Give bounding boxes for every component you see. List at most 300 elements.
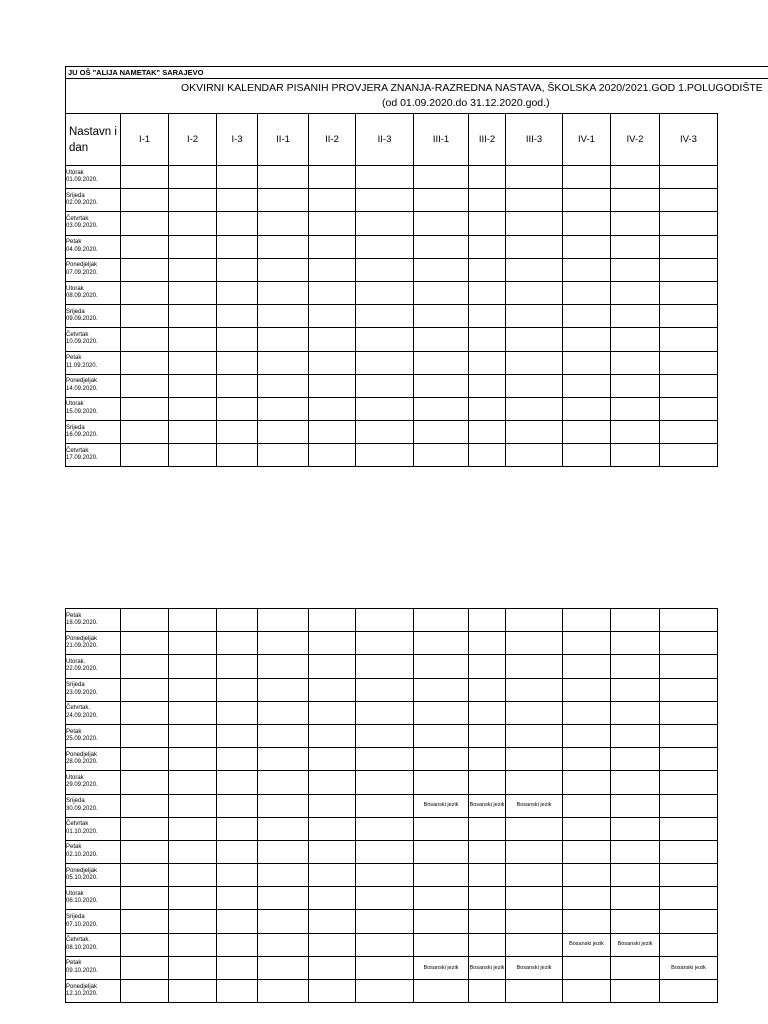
date-label: 08.10.2020.: [66, 944, 98, 951]
schedule-cell: [356, 166, 414, 189]
schedule-cell: [469, 933, 506, 956]
schedule-cell: Bosanski jezik: [563, 933, 611, 956]
schedule-cell: [356, 956, 414, 979]
schedule-cell: [121, 374, 169, 397]
schedule-cell: [469, 771, 506, 794]
schedule-cell: [506, 632, 563, 655]
schedule-cell: [469, 421, 506, 444]
date-label: 07.09.2020.: [66, 269, 98, 276]
schedule-cell: [309, 328, 356, 351]
weekday-label: Utorak: [66, 169, 84, 176]
schedule-cell: Bosanski jezik: [469, 794, 506, 817]
table-row: [66, 189, 718, 212]
schedule-cell: [258, 701, 309, 724]
schedule-cell: [563, 166, 611, 189]
schedule-cell: [660, 235, 718, 258]
schedule-cell: [169, 910, 217, 933]
schedule-cell: [356, 794, 414, 817]
schedule-cell: [258, 817, 309, 840]
class-column-header: II-3: [356, 114, 414, 166]
schedule-cell: [611, 632, 660, 655]
date-label: 22.09.2020.: [66, 666, 98, 673]
schedule-cell: [506, 444, 563, 467]
schedule-cell: [258, 655, 309, 678]
schedule-cell: [611, 328, 660, 351]
header-divider: [66, 78, 768, 79]
weekday-label: Četvrtak: [66, 331, 89, 338]
schedule-cell: [611, 281, 660, 304]
schedule-cell: [506, 887, 563, 910]
schedule-cell: [169, 933, 217, 956]
schedule-cell: [169, 655, 217, 678]
schedule-cell: [121, 655, 169, 678]
schedule-cell: [356, 933, 414, 956]
schedule-cell: [611, 678, 660, 701]
schedule-cell: [563, 701, 611, 724]
day-cell: [66, 212, 121, 235]
schedule-cell: [611, 351, 660, 374]
table-row: [66, 235, 718, 258]
schedule-cell: [258, 748, 309, 771]
calendar-title: OKVIRNI KALENDAR PISANIH PROVJERA ZNANJA-RAZREDNA NASTAVA, ŠKOLSKA 2020/2021.GOD 1.POLUGODIŠTE: [181, 82, 763, 94]
document-header: [65, 66, 768, 113]
schedule-cell: [217, 933, 258, 956]
date-label: 01.09.2020.: [66, 177, 98, 184]
schedule-cell: [414, 980, 469, 1003]
schedule-cell: [469, 351, 506, 374]
schedule-cell: [309, 771, 356, 794]
schedule-cell: [611, 421, 660, 444]
day-cell: [66, 374, 121, 397]
schedule-cell: [660, 609, 718, 632]
table-row: [66, 678, 718, 701]
schedule-cell: [506, 235, 563, 258]
date-label: 09.10.2020.: [66, 967, 98, 974]
schedule-cell: [309, 166, 356, 189]
schedule-cell: [469, 655, 506, 678]
schedule-cell: [217, 444, 258, 467]
date-label: 07.10.2020.: [66, 921, 98, 928]
schedule-cell: [414, 351, 469, 374]
date-label: 15.09.2020.: [66, 408, 98, 415]
schedule-cell: [356, 328, 414, 351]
schedule-cell: [611, 374, 660, 397]
schedule-cell: [309, 701, 356, 724]
schedule-cell: [611, 864, 660, 887]
date-label: 12.10.2020.: [66, 991, 98, 998]
table-row: [66, 956, 718, 979]
class-column-header: IV-2: [611, 114, 660, 166]
date-label: 06.10.2020.: [66, 898, 98, 905]
schedule-cell: [563, 956, 611, 979]
table-row: [66, 701, 718, 724]
schedule-cell: [506, 864, 563, 887]
schedule-cell: [660, 258, 718, 281]
schedule-cell: [660, 864, 718, 887]
weekday-label: Četvrtak: [66, 215, 89, 222]
weekday-label: Utorak.: [66, 658, 86, 665]
day-cell: [66, 724, 121, 747]
schedule-cell: [258, 771, 309, 794]
schedule-cell: [563, 817, 611, 840]
day-cell: [66, 748, 121, 771]
day-cell: [66, 840, 121, 863]
schedule-cell: [469, 632, 506, 655]
schedule-cell: [414, 374, 469, 397]
day-column-header: Nastavn i dan: [66, 114, 121, 166]
day-cell: [66, 189, 121, 212]
date-label: 17.09.2020.: [66, 455, 98, 462]
weekday-label: Srijeda: [66, 798, 85, 805]
schedule-cell: [169, 166, 217, 189]
table-row: [66, 910, 718, 933]
class-column-header: III-3: [506, 114, 563, 166]
schedule-cell: [611, 887, 660, 910]
schedule-cell: Bosanski jezik: [414, 956, 469, 979]
class-column-header: IV-3: [660, 114, 718, 166]
schedule-cell: [309, 655, 356, 678]
table-row: [66, 724, 718, 747]
schedule-cell: [121, 817, 169, 840]
schedule-cell: [169, 281, 217, 304]
schedule-cell: [217, 328, 258, 351]
schedule-cell: [169, 794, 217, 817]
schedule-cell: [356, 235, 414, 258]
weekday-label: Četvrtak: [66, 447, 89, 454]
class-column-header: III-2: [469, 114, 506, 166]
table-row: [66, 166, 718, 189]
schedule-cell: [611, 397, 660, 420]
schedule-cell: [563, 980, 611, 1003]
schedule-cell: [563, 655, 611, 678]
schedule-cell: [258, 374, 309, 397]
schedule-cell: [414, 281, 469, 304]
schedule-cell: [563, 887, 611, 910]
schedule-cell: [121, 724, 169, 747]
schedule-cell: [414, 910, 469, 933]
schedule-cell: [414, 864, 469, 887]
schedule-cell: [356, 609, 414, 632]
schedule-cell: [356, 817, 414, 840]
class-column-header: II-2: [309, 114, 356, 166]
schedule-cell: [217, 305, 258, 328]
schedule-cell: [309, 840, 356, 863]
table-body: [66, 609, 718, 1003]
schedule-cell: [563, 678, 611, 701]
schedule-cell: [121, 632, 169, 655]
class-column-header: II-1: [258, 114, 309, 166]
day-cell: [66, 817, 121, 840]
schedule-cell: [309, 305, 356, 328]
schedule-cell: [121, 794, 169, 817]
schedule-cell: [169, 212, 217, 235]
schedule-cell: [258, 189, 309, 212]
schedule-cell: [258, 397, 309, 420]
weekday-label: Ponedjeljak: [66, 262, 98, 269]
schedule-cell: [611, 701, 660, 724]
schedule-cell: [309, 980, 356, 1003]
weekday-label: Četvrtak.: [66, 937, 91, 944]
schedule-cell: [660, 212, 718, 235]
schedule-cell: [217, 771, 258, 794]
schedule-cell: [356, 421, 414, 444]
schedule-cell: [660, 374, 718, 397]
schedule-cell: [469, 840, 506, 863]
schedule-cell: [611, 771, 660, 794]
schedule-cell: [506, 724, 563, 747]
schedule-cell: [611, 655, 660, 678]
schedule-cell: [121, 328, 169, 351]
weekday-label: Srijeda: [66, 424, 85, 431]
weekday-label: Srijeda: [66, 914, 85, 921]
schedule-cell: [469, 910, 506, 933]
schedule-cell: [660, 933, 718, 956]
schedule-cell: [258, 305, 309, 328]
schedule-cell: [356, 980, 414, 1003]
date-label: 09.09.2020.: [66, 316, 98, 323]
school-name: JU OŠ "ALIJA NAMETAK" SARAJEVO: [68, 68, 204, 77]
schedule-cell: [169, 678, 217, 701]
schedule-cell: [217, 235, 258, 258]
class-column-header: I-1: [121, 114, 169, 166]
schedule-cell: [217, 655, 258, 678]
schedule-cell: [660, 281, 718, 304]
schedule-cell: [217, 817, 258, 840]
schedule-cell: [563, 771, 611, 794]
schedule-cell: [356, 444, 414, 467]
schedule-cell: [414, 328, 469, 351]
schedule-cell: [217, 609, 258, 632]
weekday-label: Ponedjeljak: [66, 983, 98, 990]
table-row: [66, 351, 718, 374]
schedule-cell: [660, 166, 718, 189]
schedule-cell: [217, 374, 258, 397]
weekday-label: Utorak: [66, 774, 84, 781]
schedule-cell: [309, 281, 356, 304]
schedule-cell: [356, 887, 414, 910]
schedule-cell: [563, 444, 611, 467]
schedule-cell: [414, 212, 469, 235]
day-cell: [66, 397, 121, 420]
schedule-cell: [169, 351, 217, 374]
date-label: 28.09.2020.: [66, 759, 98, 766]
schedule-cell: [563, 421, 611, 444]
day-cell: [66, 910, 121, 933]
schedule-cell: [660, 887, 718, 910]
schedule-cell: [506, 655, 563, 678]
schedule-cell: [660, 724, 718, 747]
date-label: 14.09.2020.: [66, 385, 98, 392]
schedule-cell: [356, 678, 414, 701]
schedule-cell: [309, 887, 356, 910]
day-cell: [66, 609, 121, 632]
weekday-label: Ponedjeljak: [66, 751, 98, 758]
schedule-cell: [469, 444, 506, 467]
schedule-cell: [356, 771, 414, 794]
date-label: 30.09.2020.: [66, 805, 98, 812]
day-cell: [66, 235, 121, 258]
schedule-cell: [414, 655, 469, 678]
date-label: 11.09.2020.: [66, 362, 98, 369]
schedule-cell: [356, 910, 414, 933]
schedule-cell: [563, 609, 611, 632]
schedule-cell: [563, 864, 611, 887]
schedule-cell: [414, 701, 469, 724]
schedule-cell: [169, 817, 217, 840]
day-cell: [66, 794, 121, 817]
schedule-cell: [414, 678, 469, 701]
weekday-label: Srijeda: [66, 682, 85, 689]
schedule-cell: [121, 258, 169, 281]
schedule-cell: [121, 678, 169, 701]
schedule-cell: [506, 678, 563, 701]
schedule-cell: [506, 980, 563, 1003]
schedule-cell: [309, 397, 356, 420]
schedule-cell: [469, 817, 506, 840]
schedule-cell: [506, 189, 563, 212]
schedule-cell: [258, 212, 309, 235]
schedule-cell: Bosanski jezik: [611, 933, 660, 956]
schedule-cell: [660, 305, 718, 328]
day-cell: [66, 771, 121, 794]
schedule-cell: [258, 980, 309, 1003]
schedule-cell: [660, 397, 718, 420]
table-row: [66, 748, 718, 771]
date-label: 29.09.2020.: [66, 782, 98, 789]
day-cell: [66, 980, 121, 1003]
schedule-cell: [309, 794, 356, 817]
schedule-cell: [506, 166, 563, 189]
schedule-cell: [217, 701, 258, 724]
weekday-label: Petak: [66, 960, 82, 967]
schedule-cell: [469, 980, 506, 1003]
schedule-cell: [506, 421, 563, 444]
schedule-cell: [217, 632, 258, 655]
table-row: [66, 212, 718, 235]
schedule-cell: [469, 748, 506, 771]
schedule-cell: [563, 189, 611, 212]
schedule-cell: [563, 235, 611, 258]
schedule-cell: [169, 397, 217, 420]
table-row: [66, 397, 718, 420]
schedule-cell: [309, 235, 356, 258]
table-row: [66, 281, 718, 304]
schedule-cell: [309, 212, 356, 235]
date-label: 05.10.2020.: [66, 875, 98, 882]
schedule-cell: [469, 328, 506, 351]
table-row: [66, 305, 718, 328]
schedule-cell: [611, 956, 660, 979]
schedule-cell: [414, 189, 469, 212]
schedule-cell: [169, 421, 217, 444]
schedule-cell: [469, 397, 506, 420]
weekday-label: Petak: [66, 355, 82, 362]
weekday-label: Petak: [66, 728, 82, 735]
table-row: [66, 655, 718, 678]
schedule-cell: [258, 235, 309, 258]
schedule-cell: [121, 166, 169, 189]
schedule-cell: [611, 189, 660, 212]
schedule-cell: [469, 374, 506, 397]
schedule-cell: [169, 258, 217, 281]
schedule-cell: [660, 421, 718, 444]
schedule-cell: [121, 933, 169, 956]
schedule-cell: [169, 864, 217, 887]
schedule-cell: [309, 910, 356, 933]
schedule-cell: [217, 351, 258, 374]
schedule-cell: [356, 655, 414, 678]
schedule-cell: [121, 212, 169, 235]
table-body: [66, 166, 718, 467]
schedule-cell: [506, 771, 563, 794]
schedule-cell: [469, 235, 506, 258]
day-cell: [66, 933, 121, 956]
schedule-cell: [660, 328, 718, 351]
schedule-cell: [660, 794, 718, 817]
schedule-cell: [356, 397, 414, 420]
date-label: 25.09.2020.: [66, 736, 98, 743]
schedule-cell: [506, 305, 563, 328]
schedule-cell: [563, 910, 611, 933]
schedule-cell: [414, 305, 469, 328]
schedule-cell: [121, 189, 169, 212]
table-row: [66, 817, 718, 840]
schedule-cell: [356, 724, 414, 747]
schedule-cell: [660, 351, 718, 374]
schedule-cell: [356, 212, 414, 235]
schedule-cell: [611, 748, 660, 771]
schedule-cell: [563, 397, 611, 420]
schedule-cell: [469, 281, 506, 304]
schedule-cell: [563, 840, 611, 863]
schedule-cell: [356, 305, 414, 328]
schedule-cell: [563, 281, 611, 304]
schedule-cell: [611, 724, 660, 747]
schedule-cell: [258, 794, 309, 817]
schedule-cell: [356, 840, 414, 863]
schedule-cell: [414, 421, 469, 444]
schedule-cell: [563, 794, 611, 817]
schedule-cell: [356, 281, 414, 304]
schedule-cell: [169, 956, 217, 979]
schedule-cell: [660, 701, 718, 724]
schedule-cell: [506, 258, 563, 281]
schedule-cell: [414, 235, 469, 258]
schedule-cell: [660, 771, 718, 794]
weekday-label: Ponedjeljak: [66, 635, 98, 642]
day-cell: [66, 328, 121, 351]
schedule-cell: [356, 701, 414, 724]
schedule-cell: [217, 678, 258, 701]
schedule-cell: [258, 421, 309, 444]
weekday-label: Petak: [66, 239, 82, 246]
day-cell: [66, 166, 121, 189]
schedule-cell: [121, 281, 169, 304]
schedule-cell: [258, 678, 309, 701]
schedule-cell: [414, 444, 469, 467]
schedule-cell: [660, 980, 718, 1003]
schedule-cell: [356, 864, 414, 887]
schedule-cell: [217, 910, 258, 933]
schedule-cell: [258, 887, 309, 910]
schedule-cell: [611, 305, 660, 328]
schedule-cell: [309, 609, 356, 632]
date-label: 21.09.2020.: [66, 643, 98, 650]
schedule-cell: [563, 632, 611, 655]
schedule-cell: [309, 864, 356, 887]
schedule-cell: [506, 748, 563, 771]
class-column-header: III-1: [414, 114, 469, 166]
